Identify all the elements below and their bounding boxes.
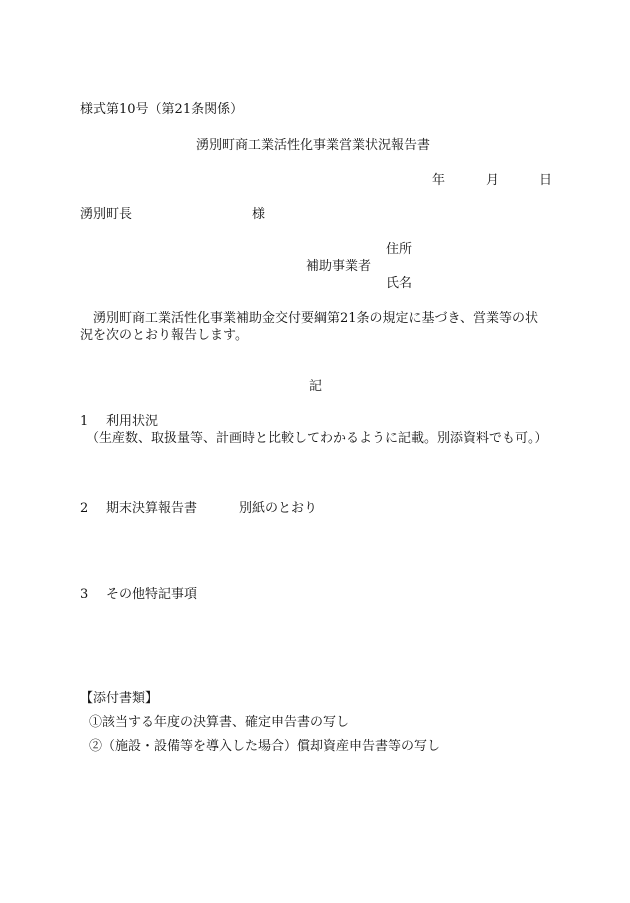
- applicant-role-label: 補助事業者: [306, 259, 372, 274]
- date-year-label: 年: [432, 173, 446, 188]
- form-number: 様式第10号（第21条関係）: [80, 102, 244, 117]
- name-label: 氏名: [386, 276, 413, 291]
- item-2-value: 別紙のとおり: [239, 501, 318, 516]
- item-3-number: 3: [80, 587, 89, 602]
- attachments-heading: 【添付書類】: [80, 691, 159, 706]
- item-3-title: その他特記事項: [106, 587, 198, 602]
- addressee-honorific: 様: [252, 207, 266, 222]
- body-text-line-2: 況を次のとおり報告します。: [80, 328, 248, 343]
- address-label: 住所: [386, 242, 413, 257]
- addressee-name: 湧別町長: [80, 207, 133, 222]
- date-day-label: 日: [539, 173, 553, 188]
- item-1-title: 利用状況: [106, 414, 159, 429]
- attachment-item-1: ①該当する年度の決算書、確定申告書の写し: [89, 715, 350, 730]
- date-month-label: 月: [486, 173, 500, 188]
- attachment-item-2: ②（施設・設備等を導入した場合）償却資産申告書等の写し: [89, 739, 441, 754]
- body-text-line-1: 湧別町商工業活性化事業補助金交付要綱第21条の規定に基づき、営業等の状: [93, 311, 539, 326]
- item-1-number: 1: [80, 414, 89, 429]
- item-2-number: 2: [80, 501, 89, 516]
- item-1-note: （生産数、取扱量等、計画時と比較してわかるように記載。別添資料でも可。）: [86, 431, 548, 446]
- item-2-title: 期末決算報告書: [106, 501, 198, 516]
- ki-heading: 記: [309, 379, 323, 394]
- document-title: 湧別町商工業活性化事業営業状況報告書: [196, 138, 431, 153]
